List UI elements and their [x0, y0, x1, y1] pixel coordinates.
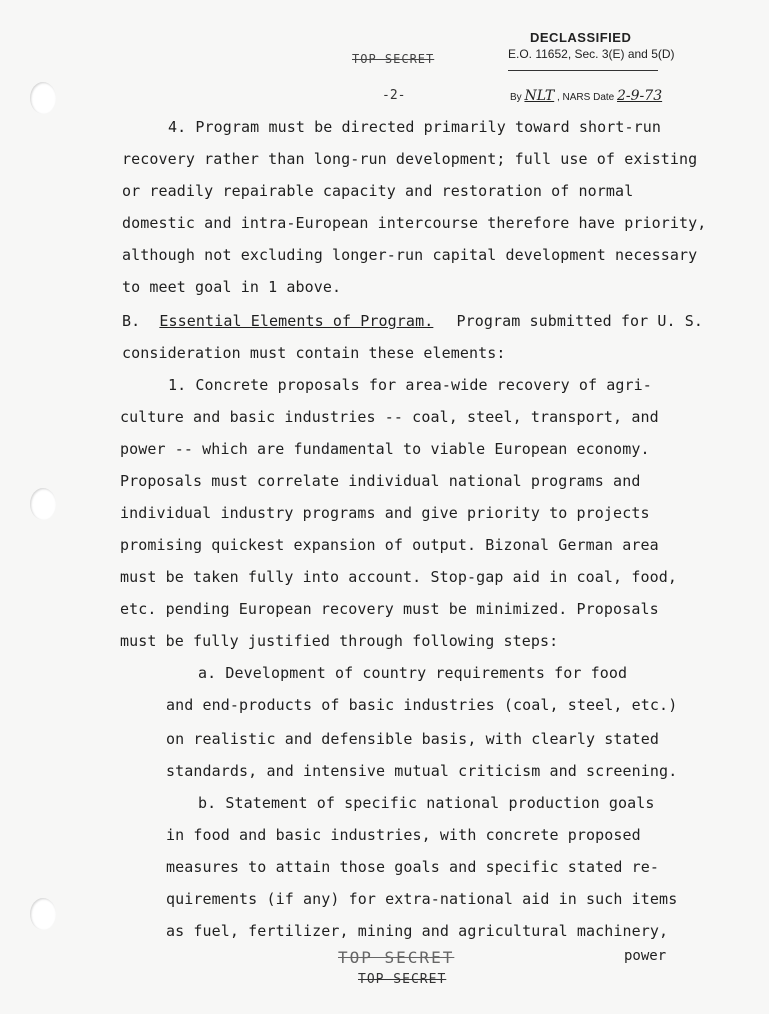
item-a-line: and end-products of basic industries (coal, steel, etc.): [166, 696, 678, 714]
section-b-line: [122, 312, 703, 330]
body-line: although not excluding longer-run capital development necessary: [122, 246, 698, 264]
item1-line: must be taken fully into account. Stop-gap aid in coal, food,: [120, 568, 677, 586]
body-line: or readily repairable capacity and restoration of normal: [122, 182, 634, 200]
stamp-authority: E.O. 11652, Sec. 3(E) and 5(D): [508, 47, 675, 61]
item-b-line: measures to attain those goals and specific stated re-: [166, 858, 660, 876]
item-a-line: standards, and intensive mutual criticism and screening.: [166, 762, 678, 780]
item-b-line: in food and basic industries, with concrete proposed: [166, 826, 641, 844]
section-b-label: B.: [122, 312, 141, 330]
classification-footer: TOP SECRET: [358, 972, 447, 987]
body-line: 4. Program must be directed primarily toward short-run: [168, 118, 662, 136]
section-b-heading: Essential Elements of Program.: [159, 312, 434, 330]
stamp-title: DECLASSIFIED: [530, 30, 632, 45]
item-b-line: b. Statement of specific national production goals: [198, 794, 655, 812]
item1-line: promising quickest expansion of output. Bizonal German area: [120, 536, 659, 554]
item-b-line: quirements (if any) for extra-national aid in such items: [166, 890, 678, 908]
body-line: domestic and intra-European intercourse therefore have priority,: [122, 214, 707, 232]
body-line: recovery rather than long-run development; full use of existing: [122, 150, 698, 168]
item1-line: Proposals must correlate individual national programs and: [120, 472, 641, 490]
section-b-rest: Program submitted for U. S.: [456, 312, 704, 330]
item1-line: individual industry programs and give priority to projects: [120, 504, 650, 522]
stamp-date: 2-9-73: [617, 88, 663, 104]
item1-line: 1. Concrete proposals for area-wide recovery of agri-: [168, 376, 652, 394]
stamp-rule: [508, 70, 658, 71]
stamp-by-line: [510, 88, 662, 104]
classification-header-struck: TOP SECRET: [352, 52, 435, 66]
item-a-line: a. Development of country requirements for food: [198, 664, 628, 682]
item1-line: etc. pending European recovery must be minimized. Proposals: [120, 600, 659, 618]
body-line: to meet goal in 1 above.: [122, 278, 342, 296]
punch-hole: [30, 898, 56, 930]
punch-hole: [30, 488, 56, 520]
stamp-initials: NLT: [524, 88, 555, 104]
item-a-line: on realistic and defensible basis, with clearly stated: [166, 730, 660, 748]
punch-hole: [30, 82, 56, 114]
classification-footer-struck: TOP SECRET: [338, 948, 455, 967]
catchword: power: [624, 948, 667, 964]
body-line: consideration must contain these elements:: [122, 344, 506, 362]
stamp-nars-label: , NARS Date: [556, 92, 615, 103]
item1-line: power -- which are fundamental to viable European economy.: [120, 440, 650, 458]
page-number: -2-: [382, 88, 406, 103]
item-b-line: as fuel, fertilizer, mining and agricultural machinery,: [166, 922, 669, 940]
item1-line: culture and basic industries -- coal, steel, transport, and: [120, 408, 659, 426]
declassified-stamp: [508, 30, 723, 115]
item1-line: must be fully justified through following steps:: [120, 632, 559, 650]
stamp-by-label: By: [510, 92, 522, 103]
